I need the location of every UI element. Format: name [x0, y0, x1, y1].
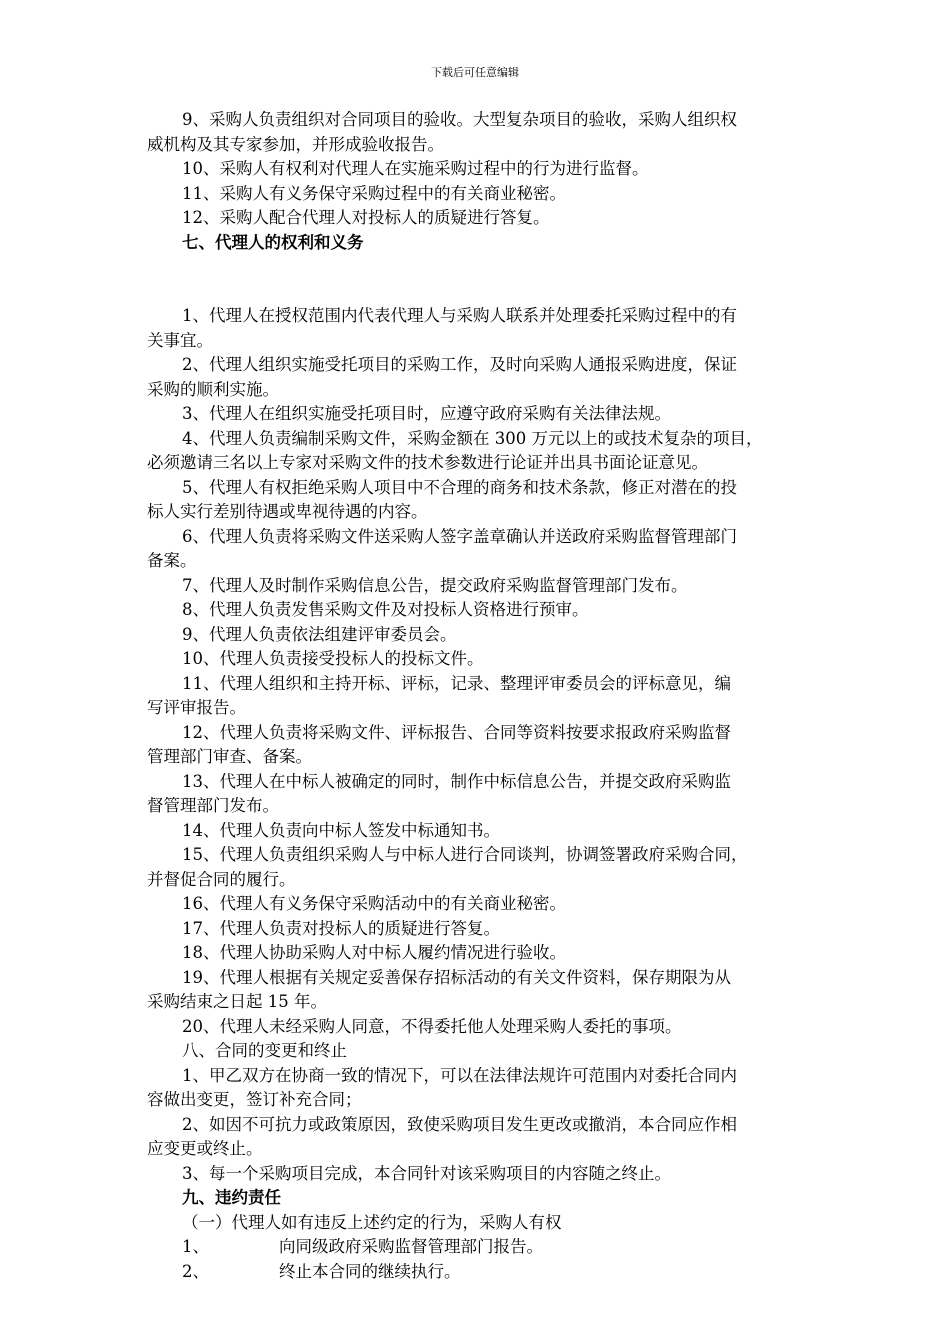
paragraph-line: 必须邀请三名以上专家对采购文件的技术参数进行论证并出具书面论证意见。	[147, 453, 708, 472]
paragraph-line: 9、采购人负责组织对合同项目的验收。大型复杂项目的验收，采购人组织权	[182, 110, 737, 129]
paragraph-line: 5、代理人有权拒绝采购人项目中不合理的商务和技术条款，修正对潜在的投	[182, 477, 737, 497]
paragraph-line: 8、代理人负责发售采购文件及对投标人资格进行预审。	[182, 600, 589, 619]
paragraph-line: 备案。	[147, 551, 197, 570]
paragraph-line: 2、如因不可抗力或政策原因，致使采购项目发生更改或撤消，本合同应作相	[182, 1114, 737, 1134]
paragraph-line: 10、采购人有权利对代理人在实施采购过程中的行为进行监督。	[182, 159, 649, 178]
blank-space	[147, 255, 847, 304]
paragraph-line: 6、代理人负责将采购文件送采购人签字盖章确认并送政府采购监督管理部门	[182, 526, 737, 546]
paragraph-line: 11、采购人有义务保守采购过程中的有关商业秘密。	[182, 183, 566, 203]
paragraph-line: 16、代理人有义务保守采购活动中的有关商业秘密。	[182, 894, 566, 913]
list-item	[147, 1235, 847, 1260]
paragraph-line: 17、代理人负责对投标人的质疑进行答复。	[182, 918, 500, 938]
paragraph-line: 19、代理人根据有关规定妥善保存招标活动的有关文件资料，保存期限为从	[182, 967, 731, 987]
list-item-number: 1、	[182, 1237, 209, 1256]
paragraph-line: 20、代理人未经采购人同意，不得委托他人处理采购人委托的事项。	[182, 1016, 682, 1036]
paragraph-line: 督管理部门发布。	[147, 796, 279, 815]
paragraph-line: 管理部门审查、备案。	[147, 747, 312, 766]
paragraph-line: 采购结束之日起 15 年。	[147, 992, 327, 1011]
section-heading: 八、合同的变更和终止	[182, 1041, 347, 1060]
paragraph-line: 12、采购人配合代理人对投标人的质疑进行答复。	[182, 208, 550, 227]
paragraph-line: 3、每一个采购项目完成，本合同针对该采购项目的内容随之终止。	[182, 1163, 671, 1183]
paragraph-line: 7、代理人及时制作采购信息公告，提交政府采购监督管理部门发布。	[182, 575, 688, 595]
paragraph-line: 9、代理人负责依法组建评审委员会。	[182, 624, 457, 644]
paragraph-line: 12、代理人负责将采购文件、评标报告、合同等资料按要求报政府采购监督	[182, 722, 731, 742]
list-item-text: 终止本合同的继续执行。	[279, 1261, 461, 1281]
paragraph-line: 1、甲乙双方在协商一致的情况下，可以在法律法规许可范围内对委托合同内	[182, 1065, 737, 1085]
section-heading: 九、违约责任	[182, 1188, 281, 1207]
paragraph-line: 标人实行差别待遇或卑视待遇的内容。	[147, 502, 428, 521]
paragraph-line: 10、代理人负责接受投标人的投标文件。	[182, 649, 484, 668]
document-body	[147, 108, 847, 1284]
paragraph-line: 容做出变更，签订补充合同；	[147, 1090, 362, 1109]
paragraph-line: 3、代理人在组织实施受托项目时，应遵守政府采购有关法律法规。	[182, 404, 671, 423]
paragraph-line: 11、代理人组织和主持开标、评标，记录、整理评审委员会的评标意见，编	[182, 673, 731, 693]
list-item	[147, 1260, 847, 1285]
paragraph-line: 采购的顺利实施。	[147, 379, 279, 399]
paragraph-line: 4、代理人负责编制采购文件，采购金额在 300 万元以上的或技术复杂的项目，	[182, 428, 763, 448]
paragraph-line: 写评审报告。	[147, 698, 246, 717]
page-header-note: 下载后可任意编辑	[431, 66, 519, 79]
section-heading: 七、代理人的权利和义务	[182, 232, 364, 252]
paragraph-line: 2、代理人组织实施受托项目的采购工作，及时向采购人通报采购进度，保证	[182, 355, 737, 374]
list-item-text: 向同级政府采购监督管理部门报告。	[279, 1237, 543, 1256]
list-item-number: 2、	[182, 1261, 209, 1281]
paragraph-line: 1、代理人在授权范围内代表代理人与采购人联系并处理委托采购过程中的有	[182, 306, 737, 325]
paragraph-line: 应变更或终止。	[147, 1139, 263, 1158]
paragraph-line: （一）代理人如有违反上述约定的行为，采购人有权	[182, 1212, 562, 1232]
paragraph-line: 14、代理人负责向中标人签发中标通知书。	[182, 820, 500, 840]
paragraph-line: 并督促合同的履行。	[147, 869, 296, 889]
paragraph-line: 18、代理人协助采购人对中标人履约情况进行验收。	[182, 943, 566, 962]
paragraph-line: 13、代理人在中标人被确定的同时，制作中标信息公告，并提交政府采购监	[182, 771, 731, 791]
paragraph-line: 威机构及其专家参加，并形成验收报告。	[147, 134, 444, 154]
paragraph-line: 关事宜。	[147, 330, 213, 350]
paragraph-line: 15、代理人负责组织采购人与中标人进行合同谈判，协调签署政府采购合同，	[182, 845, 748, 864]
